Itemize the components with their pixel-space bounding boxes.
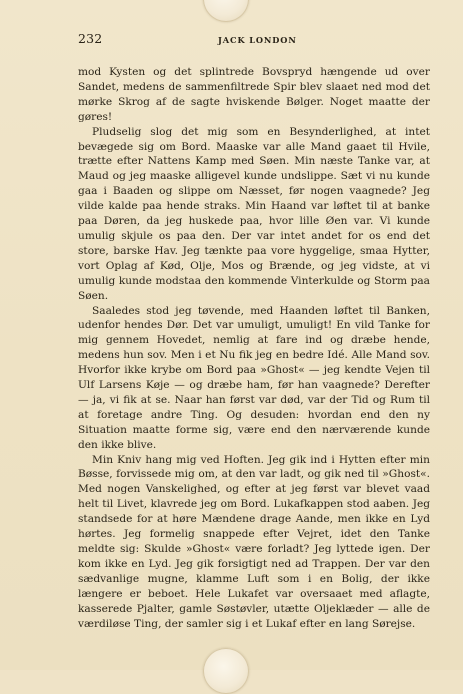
page-number: 232 [78,31,103,46]
punch-hole-bottom [203,648,249,694]
paragraph: mod Kysten og det splintrede Bovspryd hængende ud over Sandet, medens de sammenfiltrede Spir blev slaaet ned mod det mørke Skrog af de sagte hviskende Bølger. Noget maatte der gøres! [78,66,430,123]
paragraph: Min Kniv hang mig ved Hoften. Jeg gik ind i Hytten efter min Bøsse, forvissede mig om, at den var ladt, og gik ned til »Ghost«. Med nogen Vanskelighed, og efter at jeg først var blevet vaad helt til Livet, klavrede jeg om Bord. Lukafkappen stod aaben. Jeg standsede for at høre Mændene drage Aande, men ikke en Lyd hørtes. Jeg formelig snappede efter Vejret, idet den Tanke meldte sig: Skulde »Ghost« være forladt? Jeg lyttede igen. Der kom ikke en Lyd. Jeg gik forsigtigt ned ad Trappen. Der var den sædvanlige mugne, klamme Luft som i en Bolig, der ikke længere er beboet. Hele Lukafet var oversaaet med aflagte, kasserede Pjalter, gamle Søstøvler, utætte Oljeklæder — alle de værdiløse Ting, der samler sig i et Lukaf efter en lang Sørejse. [78,453,430,630]
paragraph: Saaledes stod jeg tøvende, med Haanden løftet til Banken, udenfor hendes Dør. Det var umuligt, umuligt! En vild Tanke for mig gennem Hovedet, nemlig at fare ind og dræbe hende, medens hun sov. Men i et Nu fik jeg en bedre Idé. Alle Mand sov. Hvorfor ikke krybe om Bord paa »Ghost« — jeg kendte Vejen til Ulf Larsens Køje — og dræbe ham, før han vaagnede? Derefter — ja, vi fik at se. Naar han først var død, var der Tid og Rum til at foretage andre Ting. Og desuden: hvordan end den ny Situation maatte forme sig, være end den nærværende kunde den ikke blive. [78,304,430,451]
page-header [78,31,424,49]
paragraph: Pludselig slog det mig som en Besynderlighed, at intet bevægede sig om Bord. Maaske var alle Mand gaaet til Hvile, trætte efter Nattens Kamp med Søen. Min næste Tanke var, at Maud og jeg maaske alligevel kunde undslippe. Sæt vi nu kunde gaa i Baaden og slippe om Næsset, før nogen vaagnede? Jeg vilde kalde paa hende straks. Min Haand var løftet til at banke paa Døren, da jeg huskede paa, hvor lille Øen var. Vi kunde umulig skjule os paa den. Der var intet andet for os end det store, barske Hav. Jeg tænkte paa vore hyggelige, smaa Hytter, vort Oplag af Kød, Olje, Mos og Brænde, og jeg vidste, at vi umulig kunde modstaa den kommende Vinterkulde og Storm paa Søen. [78,125,430,302]
punch-hole-top [203,0,249,22]
body-text [78,65,430,631]
running-head: JACK LONDON [218,35,297,45]
